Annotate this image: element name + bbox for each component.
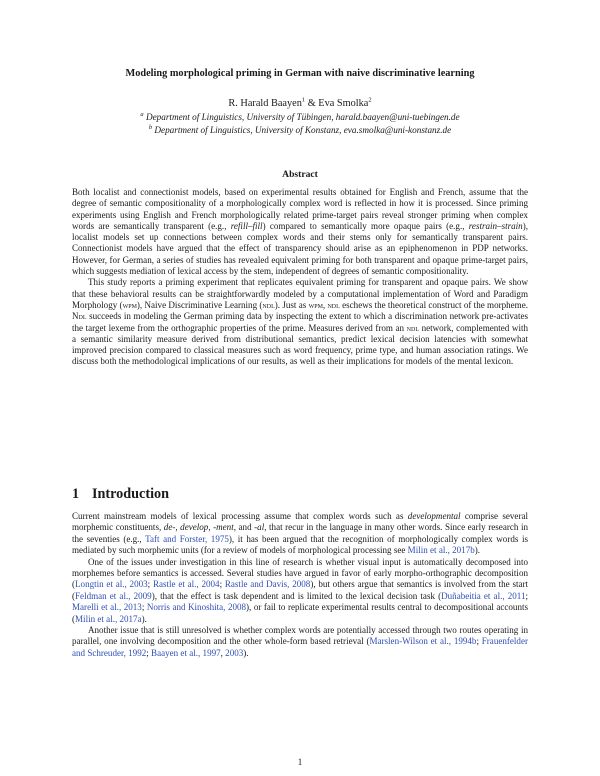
text-run: ), that the effect is task dependent and is limited to the lexical decision task (: [151, 590, 442, 601]
citation-link[interactable]: Marslen-Wilson et al., 1994b: [369, 636, 477, 647]
abstract-heading: Abstract: [282, 169, 318, 180]
acronym: ndl: [406, 322, 419, 333]
body-paragraph: [72, 557, 528, 625]
text-run: ). Just as: [274, 299, 309, 310]
citation-link[interactable]: Milin et al., 2017a: [75, 613, 142, 624]
affiliation: [0, 125, 600, 135]
text-run: Both localist and connectionist models, based on experimental results obtained for English and French, assume that the degree of semantic compositionality of a morphologically complex word is reflected in how it is processed. Since priming experiments using English and French morphologically related prime-target pairs reveal stronger priming when complex words are semantically transparent (e.g.,: [72, 187, 528, 231]
text-run: ,: [220, 647, 226, 658]
text-run: , that recur in the language in many other words. Since early research in the seventies (e.g.,: [72, 522, 528, 544]
citation-link[interactable]: Norris and Kinoshita, 2008: [146, 602, 247, 613]
text-run: This study reports a priming experiment that replicates equivalent priming for transparent and opaque pairs. We show that these behavioral results can be straightforwardly modeled by a computational implementation of Word and Paradigm Morphology (: [72, 277, 528, 310]
acronym: wpm: [308, 299, 323, 310]
text-run: ).: [474, 545, 481, 556]
morpheme: -al: [254, 522, 265, 533]
text-run: Current mainstream models of lexical processing assume that complex words such as: [72, 511, 408, 521]
acronym: ndl: [262, 299, 275, 310]
example-word: restrain–strain: [468, 220, 523, 231]
abstract-paragraph: [72, 277, 528, 367]
text-run: ).: [243, 647, 249, 658]
author-separator: &: [305, 98, 319, 109]
acronym: wpm: [122, 299, 137, 310]
citation-link[interactable]: Marelli et al., 2013: [72, 602, 142, 613]
body-paragraph: [72, 625, 528, 659]
text-run: ;: [476, 636, 482, 647]
citation-link[interactable]: Milin et al., 2017b: [407, 545, 475, 556]
affiliation-mark: a: [140, 110, 144, 118]
text-run: succeeds in modeling the German priming data by inspecting the extent to which a discrimination network pre-activates the target lexeme from the orthographic properties of the prime. Measures derived from an: [72, 311, 528, 333]
example-word: refill–fill: [230, 220, 263, 231]
text-run: One of the issues under investigation in this line of research is whether visual input is automatically decomposed into morphemes before semantics is accessed. Several studies have argued in favor of early morpho-orthographic decomposition (: [72, 556, 528, 590]
author-mark: 2: [368, 96, 372, 104]
paper-title: Modeling morphological priming in German with naive discriminative learning: [125, 68, 475, 79]
abstract-paragraph: [72, 187, 528, 277]
text-run: ;: [147, 579, 153, 590]
morpheme: develop: [180, 522, 209, 533]
text-run: ,: [175, 522, 181, 533]
text-run: network, complemented with a semantic similarity measure derived from distributional semantics, predict lexical decision latencies with somewhat improved precision compared to classical measures such as word frequency, prime type, and human association ratings. We discuss both the methodological implications of our results, as well as their implications for models of the mental lexicon.: [72, 322, 528, 367]
body-paragraph: [72, 511, 528, 557]
acronym: Ndl: [72, 311, 87, 322]
morpheme: -ment: [213, 522, 234, 533]
text-run: ), or fail to replicate experimental results central to decompositional accounts (: [72, 602, 529, 624]
text-run: ;: [146, 647, 152, 658]
text-run: ,: [322, 299, 328, 310]
text-run: ;: [219, 579, 225, 590]
author-line: [0, 98, 600, 109]
text-run: ;: [525, 590, 528, 601]
citation-link[interactable]: Taft and Forster, 1975: [145, 533, 229, 544]
text-run: ), Naive Discriminative Learning (: [136, 299, 263, 310]
text-run: comprise several morphemic constituents,: [72, 511, 528, 533]
acronym: ndl: [327, 299, 340, 310]
section-number: 1: [72, 486, 80, 502]
example-word: developmental: [407, 511, 461, 521]
introduction-body: [72, 511, 528, 659]
section-heading: [72, 486, 169, 503]
text-run: , and: [233, 522, 255, 533]
citation-link[interactable]: Longtin et al., 2003: [75, 579, 148, 590]
text-run: ) compared to semantically more opaque pairs (e.g.,: [262, 220, 469, 231]
text-run: ), it has been argued that the recognition of morphologically complex words is mediated by such morphemic units (for a review of models of morphological processing see: [72, 533, 528, 556]
section-title: Introduction: [92, 486, 169, 502]
text-run: ;: [141, 602, 147, 613]
affiliation-text: Department of Linguistics, University of Konstanz, eva.smolka@uni-konstanz.de: [154, 125, 452, 135]
citation-link[interactable]: Duñabeitia et al., 2011: [441, 590, 526, 601]
affiliation-mark: b: [148, 123, 153, 131]
text-run: ), localist models set up connections between complex words and their stems only for semantically transparent pairs. Connectionist models have argued that the effect of transparency should arise as an epiphenomenon in PDP networks. However, for German, a series of studies has revealed equivalent priming for both transparent and opaque prime-target pairs, which suggests mediation of lexical access by the stem, independent of degrees of semantic compositionality.: [72, 220, 528, 277]
affiliation: [0, 112, 600, 122]
affiliation-text: Department of Linguistics, University of Tübingen, harald.baayen@uni-tuebingen.de: [145, 112, 460, 122]
citation-link[interactable]: Baayen et al., 1997: [151, 647, 221, 658]
citation-link[interactable]: 2003: [225, 647, 244, 658]
citation-link[interactable]: Frauenfelder and Schreuder, 1992: [72, 636, 528, 658]
text-run: ).: [141, 613, 147, 624]
text-run: Another issue that is still unresolved is whether complex words are potentially accessed through two routes operating in parallel, one involving decomposition and the other whole-form based retrieval (: [72, 625, 528, 647]
text-run: ,: [208, 522, 214, 533]
author-name: R. Harald Baayen: [228, 98, 302, 109]
text-run: eschews the theoretical construct of the morpheme.: [339, 299, 528, 310]
morpheme: de-: [163, 522, 176, 533]
citation-link[interactable]: Feldman et al., 2009: [75, 590, 152, 601]
citation-link[interactable]: Rastle and Davis, 2008: [224, 579, 311, 590]
citation-link[interactable]: Rastle et al., 2004: [152, 579, 220, 590]
abstract: [72, 187, 528, 368]
text-run: ), but others argue that semantics is involved from the start (: [72, 579, 529, 601]
author-name: Eva Smolka: [318, 98, 369, 109]
page-number: 1: [297, 757, 303, 767]
author-mark: 1: [301, 96, 306, 104]
